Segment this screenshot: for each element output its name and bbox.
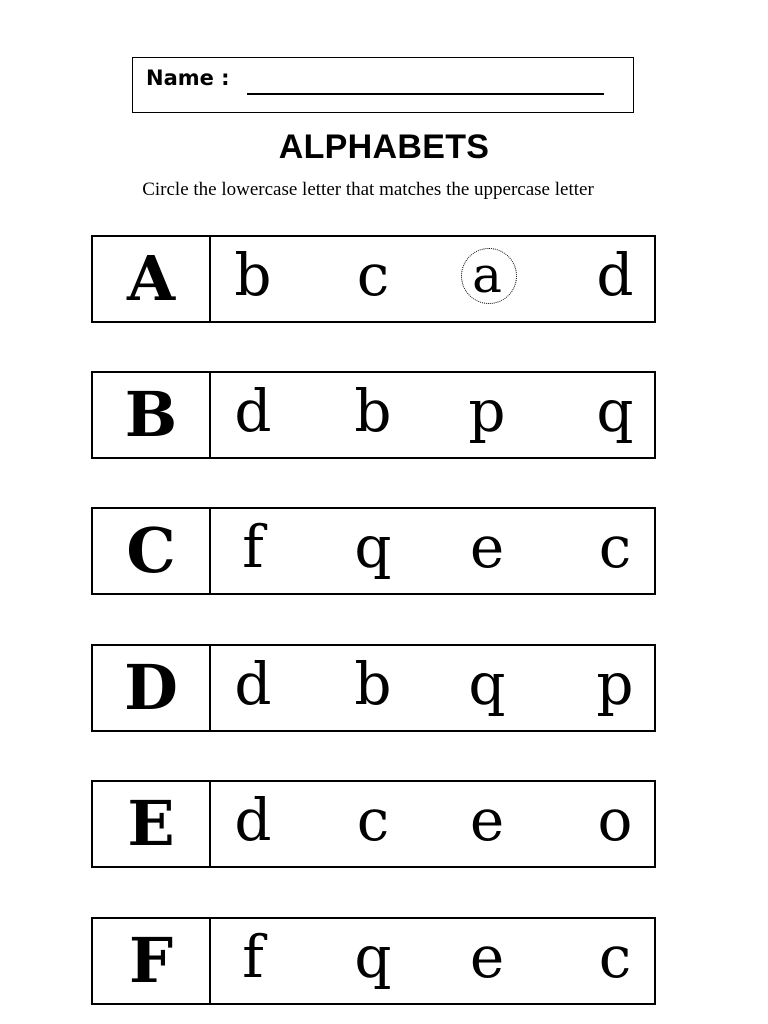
name-box xyxy=(132,57,634,113)
lowercase-option[interactable]: o xyxy=(597,786,633,854)
lowercase-option[interactable]: c xyxy=(356,786,390,854)
lowercase-option[interactable]: f xyxy=(242,923,264,991)
lowercase-option[interactable]: e xyxy=(469,923,505,991)
uppercase-cell xyxy=(93,237,211,321)
lowercase-option-circled[interactable]: a xyxy=(472,246,502,304)
lowercase-option[interactable]: b xyxy=(234,241,272,309)
uppercase-cell xyxy=(93,782,211,866)
lowercase-option[interactable]: d xyxy=(234,377,272,445)
lowercase-option[interactable]: q xyxy=(596,377,634,445)
uppercase-cell xyxy=(93,373,211,457)
letter-row-f xyxy=(91,917,656,1005)
uppercase-letter: E xyxy=(127,787,175,860)
letter-row-d xyxy=(91,644,656,732)
uppercase-cell xyxy=(93,919,211,1003)
lowercase-option[interactable]: e xyxy=(469,513,505,581)
uppercase-letter: C xyxy=(126,514,176,587)
lowercase-option[interactable]: p xyxy=(468,377,506,445)
uppercase-cell xyxy=(93,646,211,730)
name-write-line[interactable] xyxy=(247,93,604,95)
lowercase-option[interactable]: c xyxy=(356,241,390,309)
lowercase-option[interactable]: d xyxy=(234,650,272,718)
letter-row-e xyxy=(91,780,656,868)
uppercase-letter: B xyxy=(124,378,178,451)
lowercase-option[interactable]: f xyxy=(242,513,264,581)
uppercase-letter: F xyxy=(128,924,174,997)
lowercase-option[interactable]: d xyxy=(234,786,272,854)
letter-row-a xyxy=(91,235,656,323)
lowercase-option[interactable]: q xyxy=(468,650,506,718)
lowercase-option[interactable]: d xyxy=(596,241,634,309)
name-label: Name : xyxy=(146,66,230,90)
lowercase-option[interactable]: q xyxy=(354,513,392,581)
lowercase-option[interactable]: e xyxy=(469,786,505,854)
lowercase-option[interactable]: b xyxy=(354,650,392,718)
instruction-text: Circle the lowercase letter that matches the uppercase letter xyxy=(142,179,594,200)
page-title: ALPHABETS xyxy=(278,128,490,166)
lowercase-option[interactable]: b xyxy=(354,377,392,445)
letter-row-b xyxy=(91,371,656,459)
lowercase-option[interactable]: q xyxy=(354,923,392,991)
letter-row-c xyxy=(91,507,656,595)
lowercase-option[interactable]: p xyxy=(596,650,634,718)
uppercase-letter: D xyxy=(124,651,178,724)
lowercase-option[interactable]: c xyxy=(598,923,632,991)
lowercase-option[interactable]: c xyxy=(598,513,632,581)
uppercase-cell xyxy=(93,509,211,593)
uppercase-letter: A xyxy=(126,242,176,315)
